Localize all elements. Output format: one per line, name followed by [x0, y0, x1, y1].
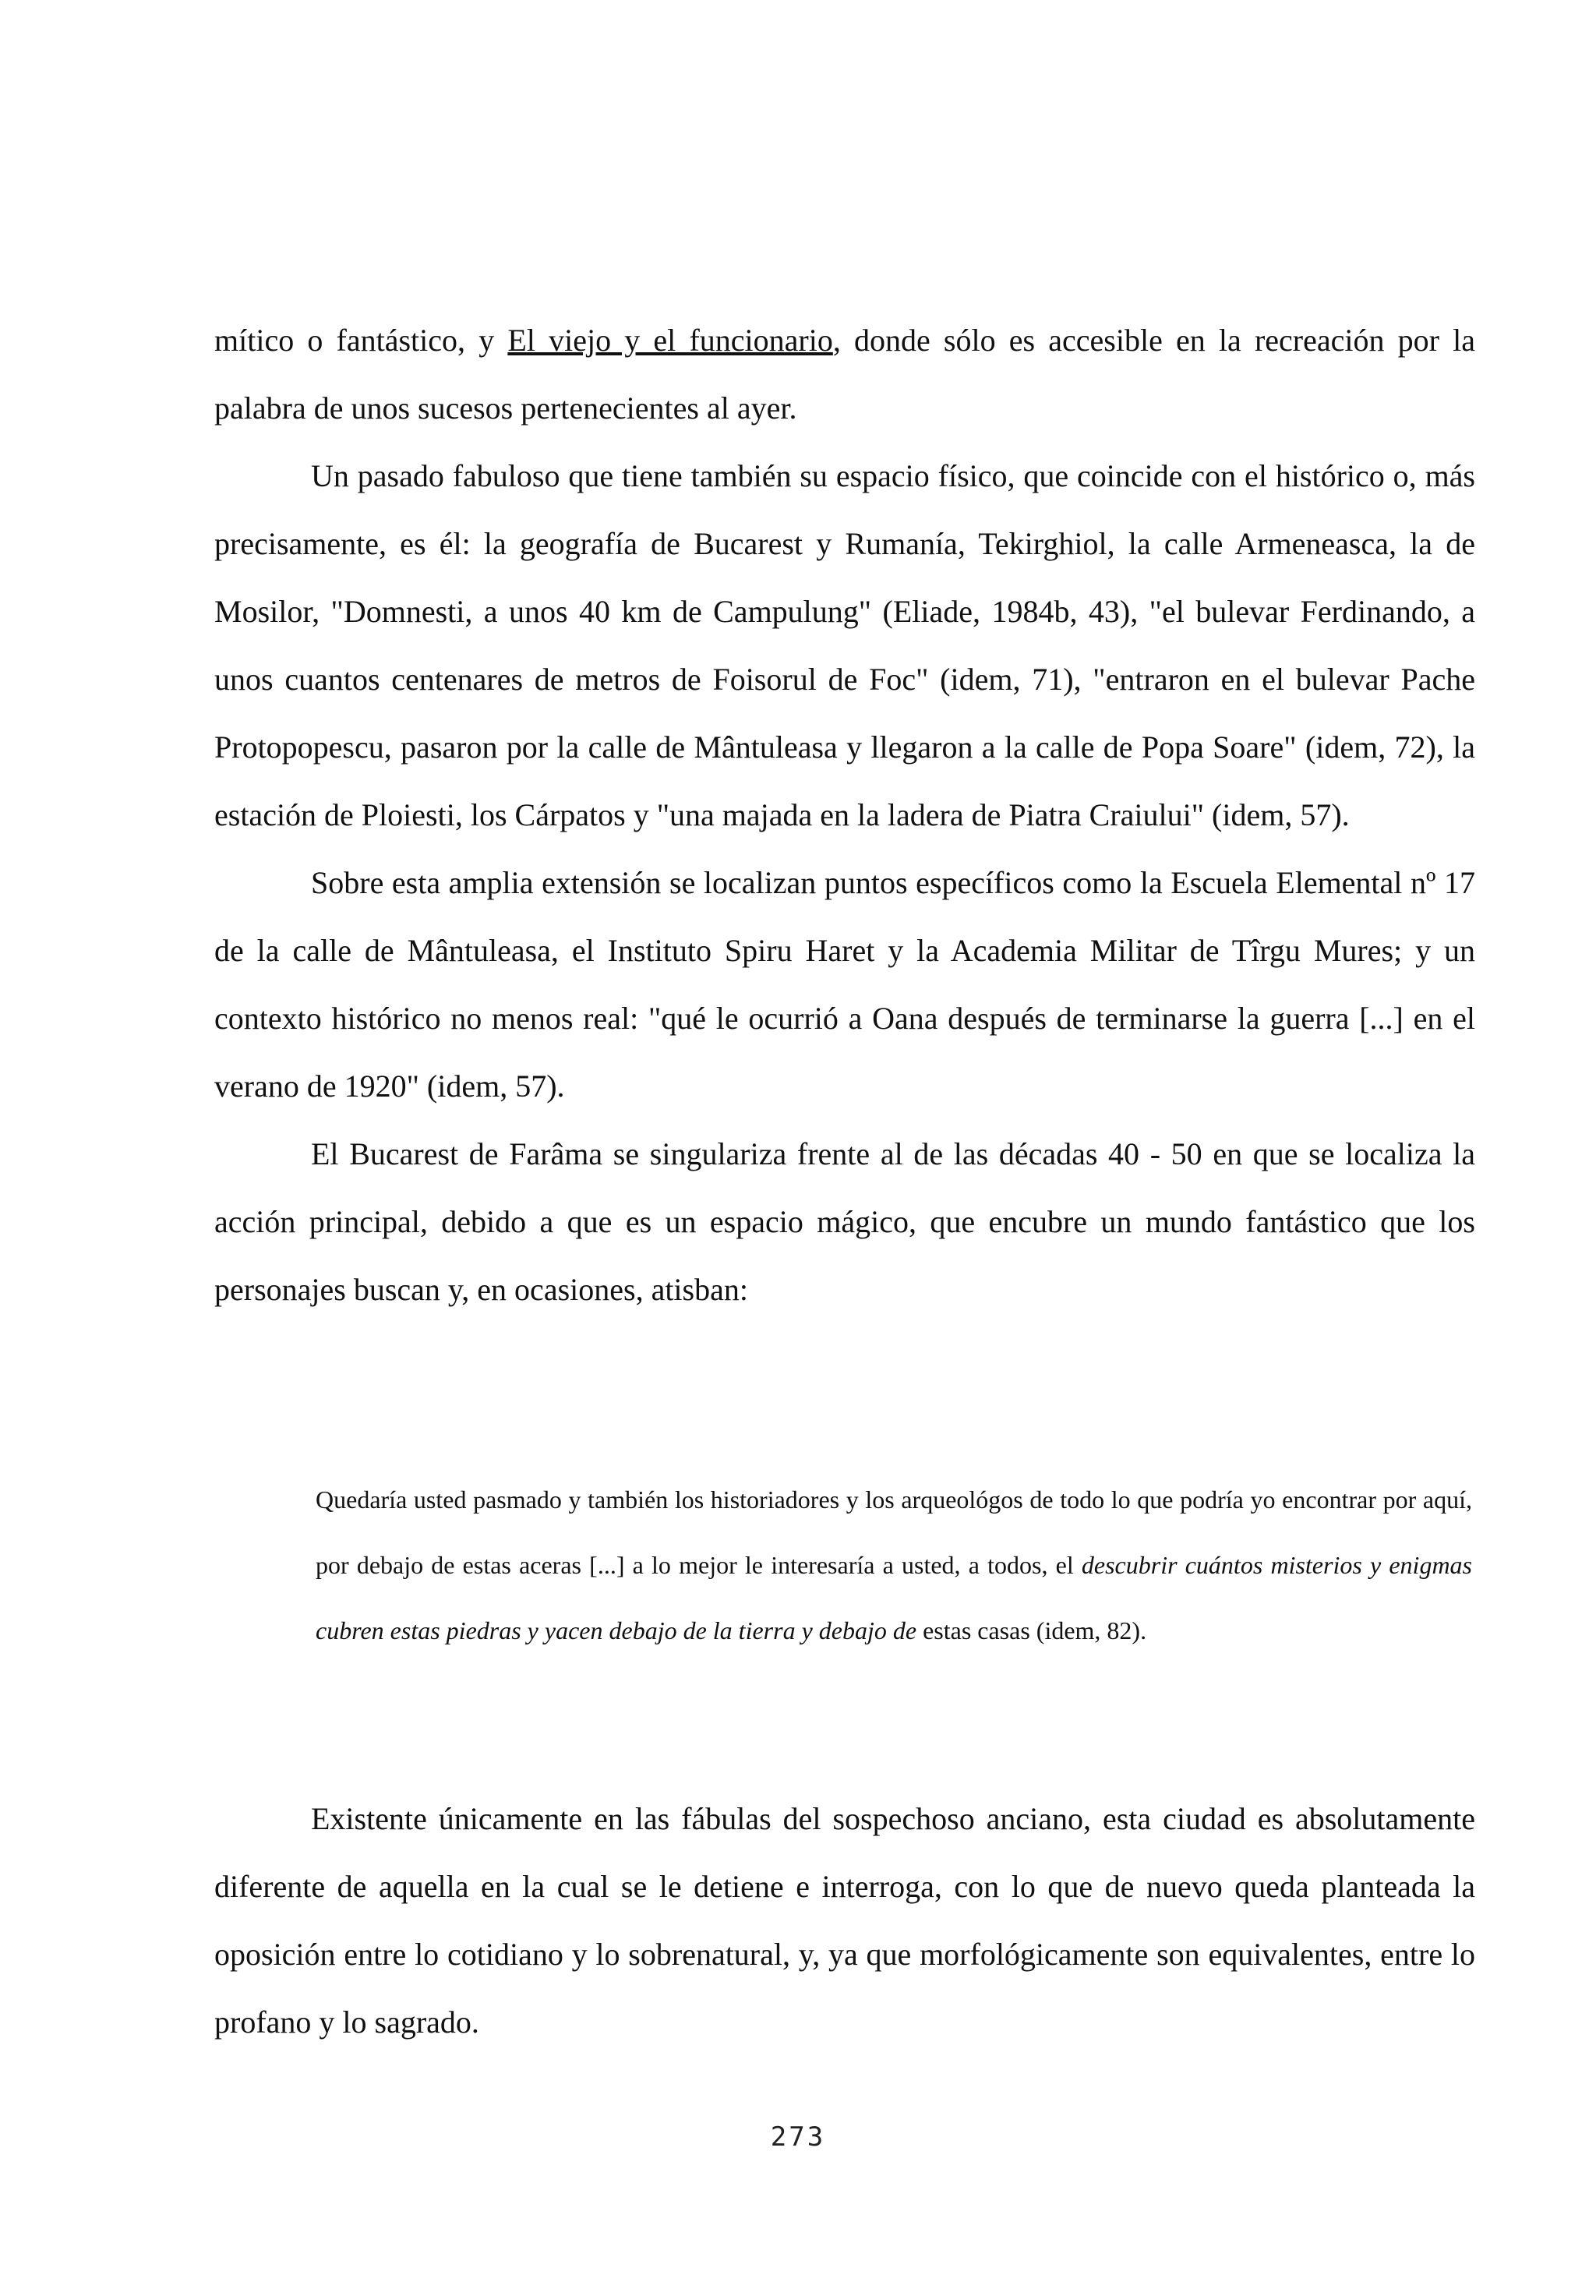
- paragraph: Un pasado fabuloso que tiene también su espacio físico, que coincide con el histórico o, más precisamente, es él: la geografía de Bucarest y Rumanía, Tekirghiol, la calle Armeneasca, la de Mosilor, "Domnesti, a unos 40 km de Campulung" (Eliade, 1984b, 43), "el bulevar Ferdinando, a unos cuantos centenares de metros de Foisorul de Foc" (idem, 71), "entraron en el bulevar Pache Protopopescu, pasaron por la calle de Mântuleasa y llegaron a la calle de Popa Soare" (idem, 72), la estación de Ploiesti, los Cárpatos y "una majada en la ladera de Piatra Craiului" (idem, 57).: [214, 458, 1475, 832]
- page-number: 273: [770, 2121, 826, 2153]
- paragraph: Existente únicamente en las fábulas del sospechoso anciano, esta ciudad es absolutamente diferente de aquella en la cual se le detiene e interroga, con lo que de nuevo queda planteada la oposición entre lo cotidiano y lo sobrenatural, y, ya que morfológicamente son equivalentes, entre lo profano y lo sagrado.: [214, 1801, 1475, 2040]
- block-quote: [316, 1467, 1472, 1663]
- quote-text: Quedaría usted pasmado y también los historiadores y los arqueológos de todo lo que podría yo encontrar por aquí, por debajo de estas aceras [...] a lo mejor le interesaría a usted, a todos, el: [316, 1485, 1472, 1579]
- paragraph: El Bucarest de Farâma se singulariza frente al de las décadas 40 - 50 en que se localiza la acción principal, debido a que es un espacio mágico, que encubre un mundo fantástico que los personajes buscan y, en ocasiones, atisban:: [214, 1136, 1475, 1307]
- quote-text: estas casas (idem, 82).: [916, 1616, 1147, 1644]
- paragraph-continuation: [214, 306, 1475, 442]
- paragraph-text: mítico o fantástico, y: [214, 323, 508, 358]
- quote-text-italic: descubrir cuántos misterios y enigmas cubren estas piedras y yacen debajo de la tierra y debajo de: [316, 1551, 1473, 1644]
- work-title: El viejo y el funcionario: [507, 323, 833, 358]
- closing-text-block: [214, 1785, 1475, 2056]
- paragraph-text: , donde sólo es accesible en la recreación por la palabra de unos sucesos pertenecientes al ayer.: [214, 323, 1475, 426]
- main-text-block: [214, 306, 1475, 1323]
- paragraph: Sobre esta amplia extensión se localizan puntos específicos como la Escuela Elemental nº 17 de la calle de Mântuleasa, el Instituto Spiru Haret y la Academia Militar de Tîrgu Mures; y un contexto histórico no menos real: "qué le ocurrió a Oana después de terminarse la guerra [...] en el verano de 1920" (idem, 57).: [214, 865, 1475, 1104]
